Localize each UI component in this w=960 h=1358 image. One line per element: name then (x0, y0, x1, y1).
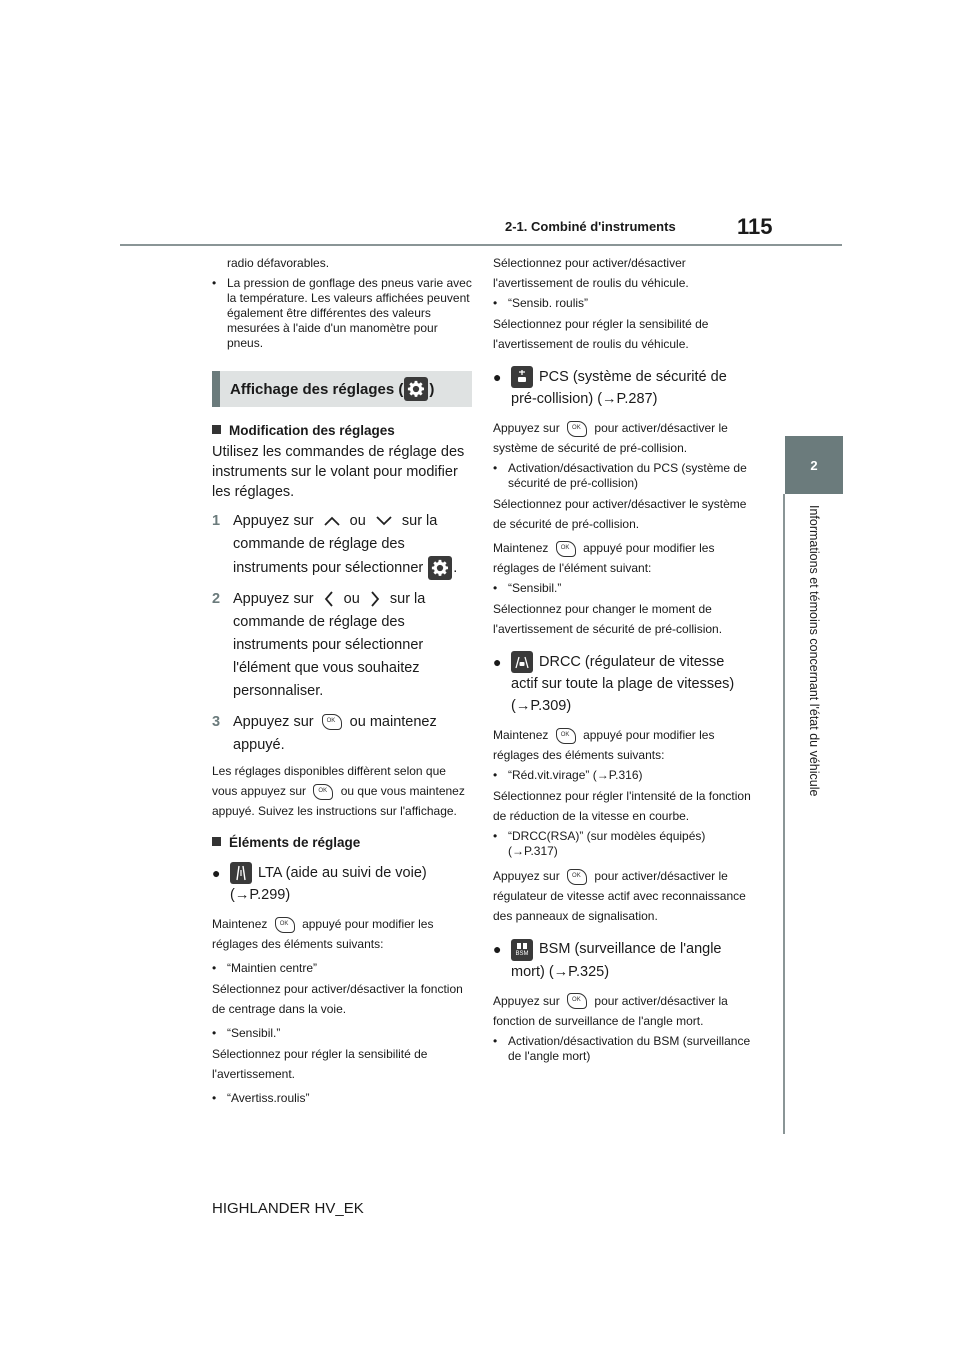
feature-bullet: ● (493, 369, 502, 385)
ok-label: OK (572, 425, 581, 431)
step-text: Appuyez sur (233, 714, 314, 730)
drcc-item-rsa-text: “DRCC(RSA)” (sur modèles équipés) (→P.317) (508, 829, 706, 859)
items-heading (212, 835, 472, 850)
note-text: ou que vous maintenez appuyé. Suivez les instructions sur l'affichage. (212, 784, 465, 818)
bullet: • (493, 296, 498, 310)
ok-button-icon (556, 728, 576, 744)
pcs-item-onoff-desc: Sélectionnez pour activer/désactiver le système de sécurité de pré-collision. (493, 497, 747, 532)
bsm-press-text: Appuyez sur (493, 993, 560, 1008)
step-3 (212, 711, 472, 757)
lta-item-sensibil-text: “Sensibil.” (227, 1026, 281, 1041)
lta-item-sensibil-desc: Sélectionnez pour régler la sensibilité de l'avertissement. (212, 1047, 428, 1082)
ok-button-icon (567, 993, 587, 1009)
lta-item-centre (212, 961, 472, 976)
lta-hold-note (212, 914, 472, 954)
bsm-icon-label: BSM (515, 951, 529, 958)
chapter-title: Informations et témoins concernant l'état du véhicule (807, 505, 821, 797)
pcs-hold-text: Maintenez (493, 541, 549, 556)
bsm-item-onoff (493, 1034, 751, 1064)
drcc-title: DRCC (régulateur de vitesse actif sur toute la plage de vitesses) (→P.309) (511, 654, 735, 715)
lta-item-centre-desc: Sélectionnez pour activer/désactiver la fonction de centrage dans la voie. (212, 982, 463, 1017)
ok-button-icon (313, 784, 333, 800)
tab-rule (783, 494, 785, 1134)
ok-label: OK (572, 873, 581, 880)
bullet: • (493, 461, 498, 476)
continued-line: radio défavorables. (227, 256, 330, 270)
feature-pcs (493, 366, 751, 410)
step-text: Appuyez sur (233, 513, 314, 529)
pcs-item-onoff-text: Activation/désactivation du PCS (système de sécurité de pré-collision) (508, 461, 747, 491)
gear-icon (404, 377, 428, 401)
step-number: 1 (212, 513, 221, 529)
ok-button-icon (275, 917, 295, 933)
lta-item-roulis-text: “Avertiss.roulis” (227, 1091, 310, 1106)
tire-pressure-note (212, 276, 472, 351)
bsm-press-note (493, 991, 751, 1031)
roulis-desc: Sélectionnez pour activer/désactiver l'avertissement de roulis du véhicule. (493, 256, 689, 290)
step-text: ou (343, 591, 360, 607)
chevron-right-icon (369, 590, 381, 608)
feature-lta (212, 862, 472, 906)
pcs-press-text: pour activer/désactiver le système de sécurité de pré-collision. (493, 421, 728, 456)
items-heading-text: Éléments de réglage (229, 835, 361, 850)
ok-label: OK (318, 787, 328, 794)
chevron-up-icon (323, 515, 341, 527)
ok-label: OK (279, 921, 289, 927)
settings-display-banner (212, 371, 472, 407)
gear-icon (428, 556, 452, 580)
lta-icon (230, 862, 252, 884)
bullet: • (212, 1026, 217, 1041)
sens-roulis-desc: Sélectionnez pour régler la sensibilité de l'avertissement de roulis du véhicule. (493, 317, 709, 351)
ok-button-icon (567, 869, 587, 885)
step-text: sur la commande de réglage des instruments pour sélectionner (233, 513, 438, 576)
chevron-left-icon (323, 590, 335, 608)
lta-hold-text: appuyé pour modifier les réglages des éléments suivants: (212, 917, 434, 952)
pcs-icon (511, 366, 533, 388)
header-rule (120, 244, 842, 246)
banner-text-start: Affichage des réglages ( (230, 380, 404, 398)
sens-roulis-text: “Sensib. roulis” (508, 296, 589, 310)
chapter-number: 2 (810, 457, 818, 473)
pcs-item-onoff (493, 461, 751, 491)
step-2 (212, 588, 472, 703)
drcc-press-text: pour activer/désactiver le régulateur de vitesse actif avec reconnaissance des panneaux de signalisation. (493, 869, 746, 924)
lta-title: LTA (aide au suivi de voie) (→P.299) (230, 865, 427, 904)
ok-button-icon (567, 421, 587, 437)
step-text: sur la commande de réglage des instruments pour sélectionner l'élément que vous souhaitez personnaliser. (233, 591, 426, 699)
ok-label: OK (326, 718, 336, 725)
bsm-icon (511, 939, 533, 961)
lta-item-roulis (212, 1091, 472, 1106)
note-text: Les réglages disponibles diffèrent selon que vous appuyez sur (212, 764, 446, 798)
bullet: • (493, 768, 498, 783)
sens-roulis-item (493, 296, 751, 311)
banner-text-end: ) (429, 380, 435, 398)
lta-hold-text: Maintenez (212, 917, 268, 932)
bsm-title: BSM (surveillance de l'angle mort) (→P.325) (511, 941, 722, 980)
drcc-hold-text: Maintenez (493, 728, 549, 743)
square-bullet-icon (212, 837, 221, 846)
step-text: Appuyez sur (233, 591, 314, 607)
drcc-hold-text: appuyé pour modifier les réglages des éléments suivants: (493, 728, 715, 763)
feature-bullet: ● (493, 654, 502, 671)
bullet: • (493, 581, 498, 596)
step-number: 3 (212, 714, 221, 730)
modification-heading-text: Modification des réglages (229, 423, 395, 438)
modification-intro: Utilisez les commandes de réglage des instruments sur le volant pour modifier les réglages. (212, 444, 465, 500)
bullet: • (212, 276, 217, 290)
page-number: 115 (737, 214, 773, 239)
chevron-down-icon (375, 515, 393, 527)
lta-item-sensibil (212, 1026, 472, 1041)
pcs-title: PCS (système de sécurité de pré-collision) (→P.287) (511, 369, 727, 408)
ok-label: OK (572, 997, 581, 1004)
feature-bullet: ● (493, 941, 502, 958)
ok-label: OK (560, 732, 570, 739)
pcs-item-sensibil (493, 581, 751, 596)
drcc-press-text: Appuyez sur (493, 869, 560, 884)
pcs-item-sensibil-desc: Sélectionnez pour changer le moment de l'avertissement de sécurité de pré-collision. (493, 602, 723, 637)
drcc-press-note (493, 866, 751, 926)
feature-bullet: ● (212, 865, 221, 881)
chapter-tab (785, 436, 843, 494)
ok-label: OK (560, 545, 570, 551)
step-number: 2 (212, 591, 221, 607)
bullet: • (493, 829, 498, 844)
drcc-hold-note (493, 725, 751, 765)
step-text: ou maintenez appuyé. (233, 714, 437, 753)
settings-note (212, 761, 472, 821)
bullet: • (493, 1033, 498, 1048)
bullet: • (212, 961, 217, 976)
ok-button-icon (322, 714, 342, 730)
pcs-hold-note (493, 538, 751, 578)
pcs-press-text: Appuyez sur (493, 421, 560, 436)
bullet: • (212, 1091, 217, 1106)
tire-pressure-text: La pression de gonflage des pneus varie avec la température. Les valeurs affichées peuvent également être différentes des valeurs mesurées à l'aide d'un manomètre pour pneus. (227, 276, 472, 350)
feature-bsm (493, 938, 751, 982)
drcc-item-virage-text: “Réd.vit.virage” (→P.316) (508, 768, 643, 783)
footer-model: HIGHLANDER HV_EK (212, 1200, 364, 1217)
drcc-icon (511, 651, 533, 673)
step-text: . (453, 559, 458, 576)
pcs-press-note (493, 418, 751, 458)
bsm-item-onoff-text: Activation/désactivation du BSM (surveillance de l'angle mort) (508, 1033, 751, 1063)
drcc-item-rsa (493, 829, 751, 859)
pcs-item-sensibil-text: “Sensibil.” (508, 581, 562, 596)
ok-button-icon (556, 541, 576, 557)
feature-drcc (493, 651, 751, 717)
right-column (493, 253, 751, 1067)
step-text: ou (349, 513, 366, 529)
bsm-press-text: pour activer/désactiver la fonction de surveillance de l'angle mort. (493, 993, 728, 1028)
section-title: 2-1. Combiné d'instruments (505, 219, 676, 234)
left-column (212, 253, 472, 1109)
square-bullet-icon (212, 425, 221, 434)
lta-item-centre-text: “Maintien centre” (227, 961, 318, 976)
modification-heading (212, 423, 472, 438)
drcc-item-virage (493, 768, 751, 783)
step-1 (212, 510, 472, 580)
pcs-hold-text: appuyé pour modifier les réglages de l'élément suivant: (493, 541, 715, 576)
drcc-item-virage-desc: Sélectionnez pour régler l'intensité de la fonction de réduction de la vitesse en courbe. (493, 789, 751, 824)
